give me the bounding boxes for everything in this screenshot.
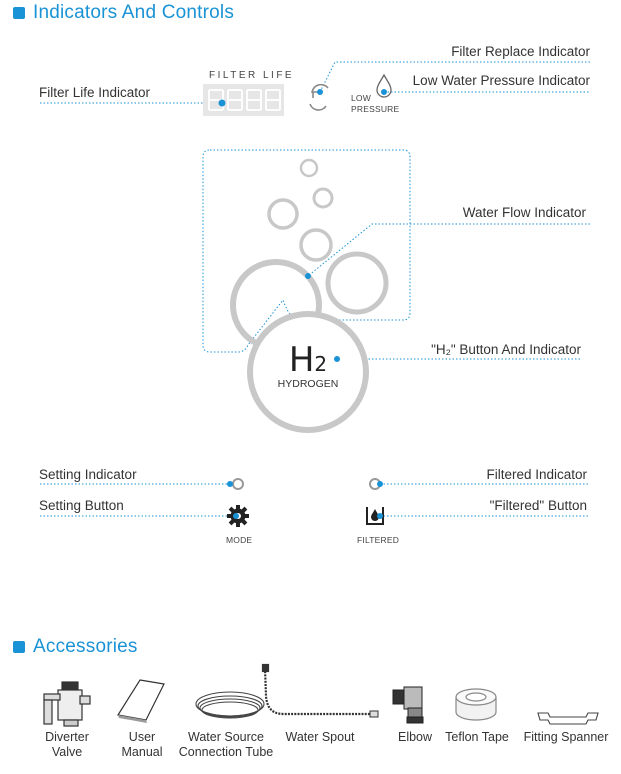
setting-indicator-light	[233, 479, 243, 489]
spout-icon	[263, 665, 378, 717]
filter-replace-label: Filter Replace Indicator	[451, 44, 590, 59]
accessory-label-line1: Fitting Spanner	[523, 730, 609, 744]
accessory-label-line1: Water Spout	[285, 730, 355, 744]
indicators-section-title: Indicators And Controls	[33, 2, 235, 23]
low-pressure-text-line2: PRESSURE	[351, 104, 400, 114]
filtered-button-label: "Filtered" Button	[489, 498, 587, 513]
manual-icon	[118, 680, 164, 723]
tube-coil-icon	[196, 692, 264, 718]
tape-icon	[456, 689, 496, 720]
section-square-icon	[13, 641, 25, 653]
accessory-label-line1: Water Source	[188, 730, 264, 744]
low-pressure-text-line1: LOW	[351, 93, 371, 103]
h2-symbol-letter: H	[288, 340, 315, 380]
accessories-section-heading	[13, 636, 138, 658]
filter-life-display-title: FILTER LIFE	[209, 70, 295, 81]
water-flow-label: Water Flow Indicator	[462, 205, 586, 220]
h2-symbol-subscript: 2	[314, 352, 328, 376]
accessory-label-line1: User	[128, 730, 156, 744]
h2-button-label: "H₂" Button And Indicator	[431, 342, 581, 357]
accessory-label-line1: Teflon Tape	[445, 730, 509, 744]
spanner-icon	[538, 713, 598, 724]
accessory-label-line2: Connection Tube	[178, 745, 274, 759]
low-pressure-label: Low Water Pressure Indicator	[412, 73, 590, 88]
filter-life-label: Filter Life Indicator	[39, 85, 151, 100]
h2-symbol	[272, 340, 344, 380]
hydrogen-text: HYDROGEN	[277, 378, 339, 390]
diverter-valve-icon	[44, 682, 90, 726]
elbow-icon	[393, 687, 423, 723]
accessory-label-line2: Valve	[51, 745, 83, 759]
accessory-label-line1: Diverter	[45, 730, 89, 744]
filtered-text: FILTERED	[357, 535, 400, 545]
setting-button-label: Setting Button	[39, 498, 124, 513]
mode-text: MODE	[226, 535, 253, 545]
accessories-section-title: Accessories	[33, 636, 138, 657]
accessory-label-line2: Manual	[121, 745, 163, 759]
accessory-label-line1: Elbow	[397, 730, 433, 744]
filter-replace-icon	[310, 85, 328, 110]
setting-indicator-label: Setting Indicator	[39, 467, 137, 482]
filter-life-dot	[219, 100, 226, 107]
filtered-indicator-label: Filtered Indicator	[486, 467, 587, 482]
